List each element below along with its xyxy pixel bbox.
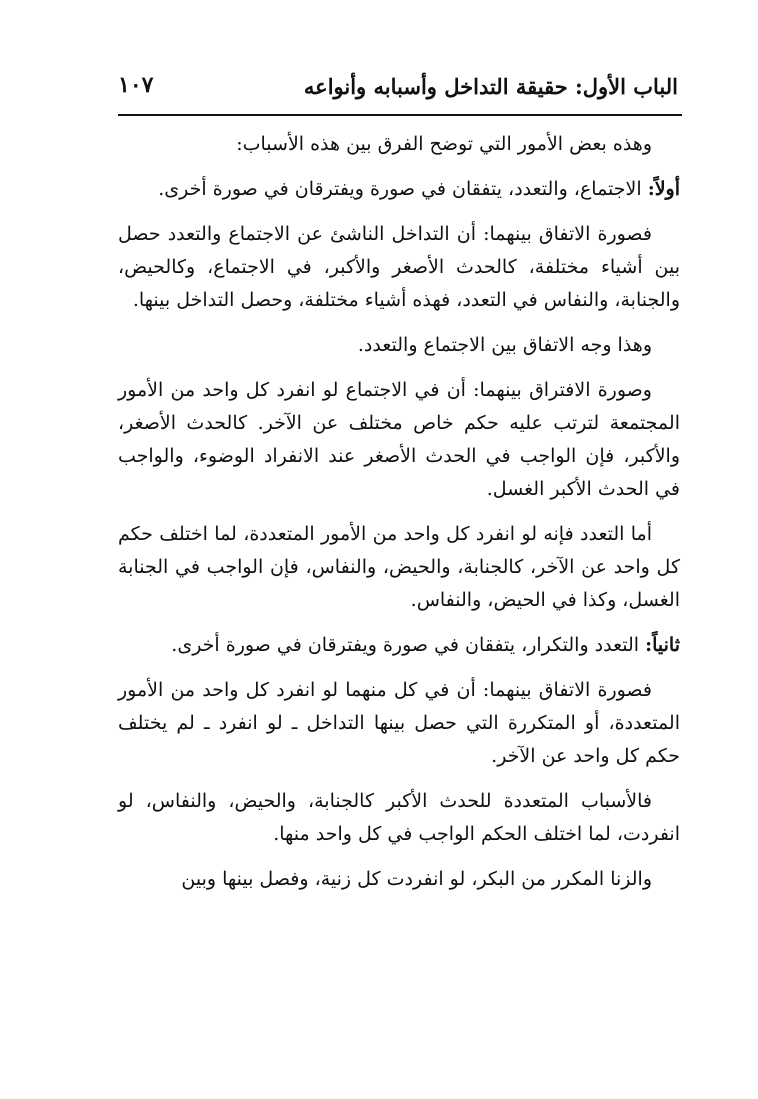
page-number: ١٠٧ xyxy=(118,72,154,98)
paragraph: فالأسباب المتعددة للحدث الأكبر كالجنابة، والحيض، والنفاس، لو انفردت، لما اختلف الحكم الواجب في كل واحد منها. xyxy=(118,790,680,845)
page-header xyxy=(118,70,678,110)
paragraph: والزنا المكرر من البكر، لو انفردت كل زنية، وفصل بينها وبين xyxy=(181,868,652,890)
paragraph: فصورة الاتفاق بينهما: أن في كل منهما لو انفرد كل واحد من الأمور المتعددة، أو المتكررة التي حصل بينها التداخل ـ لو انفرد ـ لم يختلف حكم كل واحد عن الآخر. xyxy=(118,679,680,767)
paragraph: أما التعدد فإنه لو انفرد كل واحد من الأمور المتعددة، لما اختلف حكم كل واحد عن الآخر، كالجنابة، والحيض، والنفاس، فإن الواجب في الجنابة الغسل، وكذا في الحيض، والنفاس. xyxy=(118,523,680,611)
paragraph: وصورة الافتراق بينهما: أن في الاجتماع لو انفرد كل واحد من الأمور المجتمعة لترتب عليه حكم خاص مختلف عن الآخر. كالحدث الأصغر، والأكبر، فإن الواجب في الحدث الأصغر عند الانفراد الوضوء، والواجب في الحدث الأكبر الغسل. xyxy=(118,379,680,500)
header-rule xyxy=(118,114,682,116)
paragraph: وهذا وجه الاتفاق بين الاجتماع والتعدد. xyxy=(357,334,652,356)
running-title: الباب الأول: حقيقة التداخل وأسبابه وأنواعه xyxy=(303,74,678,99)
paragraph: وهذه بعض الأمور التي توضح الفرق بين هذه الأسباب: xyxy=(236,133,652,155)
paragraph: أولاً: الاجتماع، والتعدد، يتفقان في صورة ويفترقان في صورة أخرى. xyxy=(158,178,680,200)
paragraph-lead: ثانياً: xyxy=(645,634,680,656)
paragraph-lead: أولاً: xyxy=(647,178,680,200)
paragraph: فصورة الاتفاق بينهما: أن التداخل الناشئ عن الاجتماع والتعدد حصل بين أشياء مختلفة، كالحدث الأصغر والأكبر، في الاجتماع، وكالحيض، والجنابة، والنفاس في التعدد، فهذه أشياء مختلفة، وحصل التداخل بينها. xyxy=(118,223,680,311)
page-body xyxy=(118,128,680,908)
paragraph: ثانياً: التعدد والتكرار، يتفقان في صورة ويفترقان في صورة أخرى. xyxy=(171,634,680,656)
